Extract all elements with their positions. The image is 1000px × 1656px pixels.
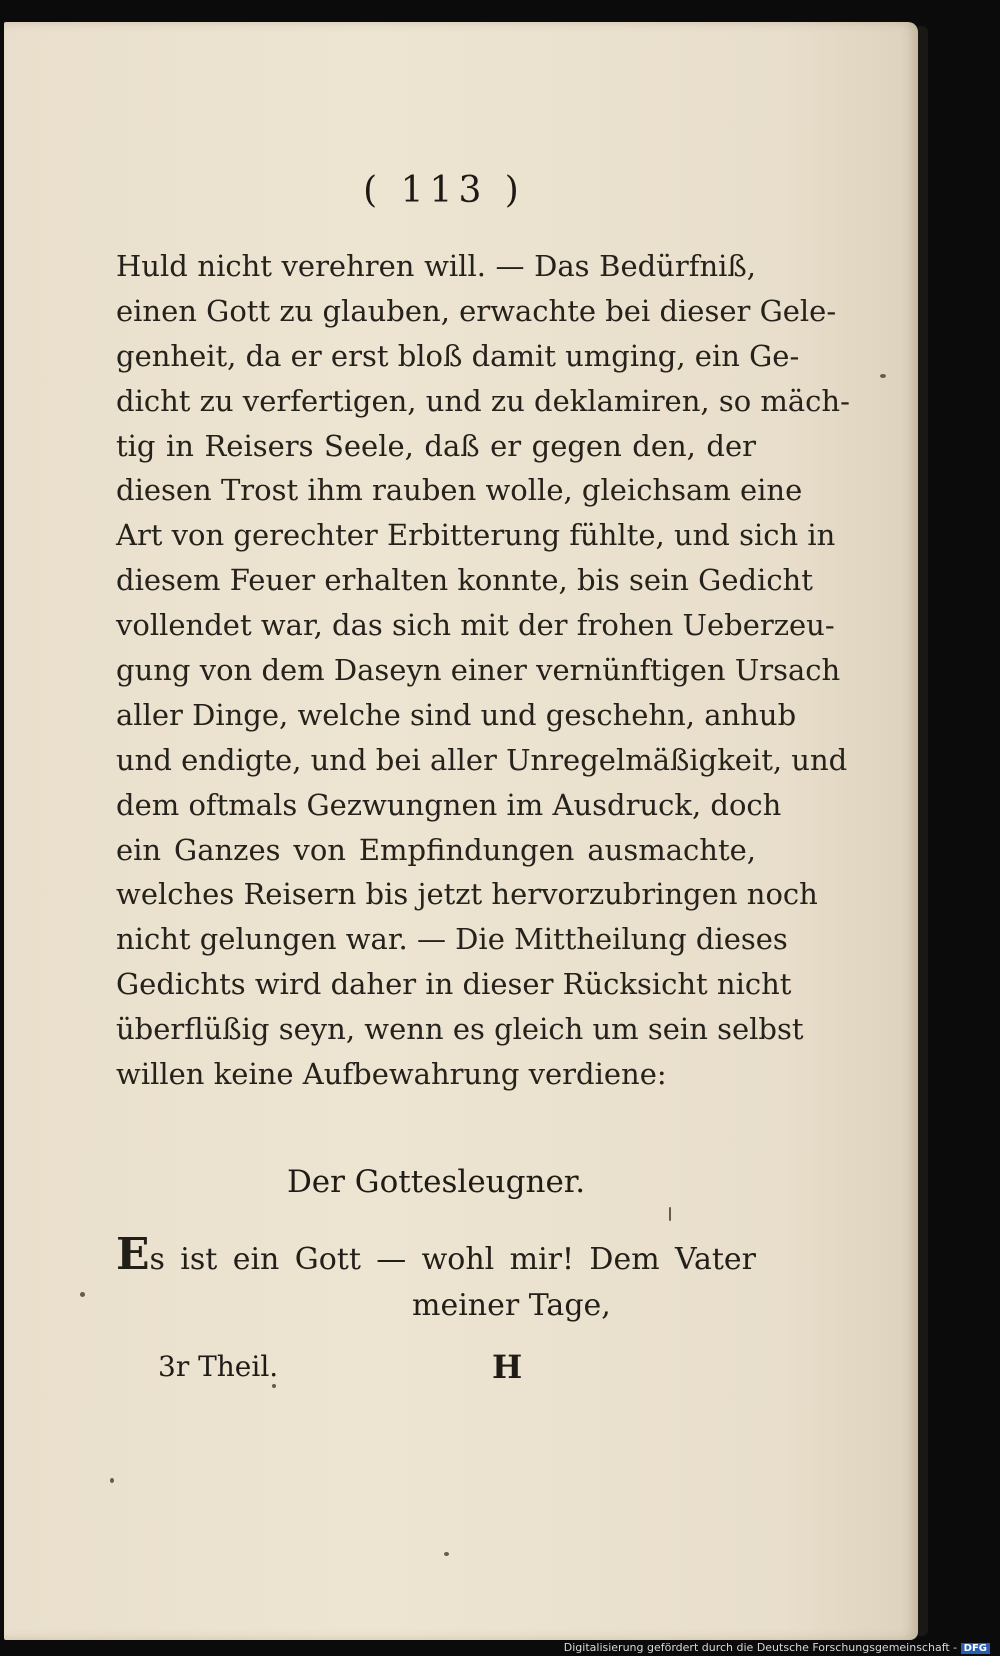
text-line: Huld nicht verehren will. — Das Bedürfniß, [116, 249, 756, 283]
signature-mark: 3r Theil. [158, 1350, 279, 1383]
text-line: genheit, da er erst bloß damit umging, ein Ge- [116, 338, 800, 373]
text-line: gung von dem Daseyn einer vernünftigen Ursach [116, 653, 841, 688]
text-line: Art von gerechter Erbitterung fühlte, und sich in [116, 518, 836, 553]
text-line: tig in Reisers Seele, daß er gegen den, der [116, 428, 756, 463]
dfg-logo: DFG [961, 1643, 990, 1654]
paper-speck [80, 1292, 85, 1297]
poem-line-1 [116, 1229, 756, 1283]
poem-line-2: meiner Tage, [412, 1288, 611, 1323]
poem-line-1-text: s ist ein Gott — wohl mir! Dem Vater [149, 1242, 756, 1277]
credit-text: Digitalisierung gefördert durch die Deutsche Forschungsgemeinschaft - [563, 1641, 958, 1654]
paper-speck [272, 1384, 276, 1388]
text-line: dicht zu verfertigen, und zu deklamiren, so mäch- [116, 383, 850, 418]
text-line: ein Ganzes von Empfindungen ausmachte, [116, 832, 756, 867]
text-line: willen keine Aufbewahrung verdiene: [116, 1057, 667, 1092]
page-number: ( 113 ) [363, 170, 525, 211]
paper-speck [444, 1552, 449, 1556]
text-line: und endigte, und bei aller Unregelmäßigkeit, und [116, 742, 848, 777]
text-line: nicht gelungen war. — Die Mittheilung dieses [116, 922, 788, 957]
text-line: diesen Trost ihm rauben wolle, gleichsam eine [116, 473, 803, 508]
text-line: überflüßig seyn, wenn es gleich um sein selbst [116, 1012, 804, 1047]
drop-cap: E [116, 1229, 150, 1280]
text-line: diesem Feuer erhalten konnte, bis sein Gedicht [116, 563, 813, 598]
body-text [116, 244, 850, 1097]
digitization-credit [564, 1641, 990, 1654]
book-page [4, 22, 918, 1640]
catchword: H [492, 1348, 523, 1386]
poem [116, 1229, 756, 1329]
text-line: welches Reisern bis jetzt hervorzubringen noch [116, 877, 818, 912]
paper-speck [669, 1207, 671, 1221]
poem-title: Der Gottesleugner. [286, 1164, 586, 1200]
text-line: einen Gott zu glauben, erwachte bei dieser Gele- [116, 293, 837, 328]
text-line: aller Dinge, welche sind und geschehn, anhub [116, 697, 797, 732]
paper-speck [880, 374, 886, 378]
paper-speck [110, 1478, 114, 1483]
text-line: vollendet war, das sich mit der frohen Ueberzeu- [116, 608, 835, 643]
text-line: dem oftmals Gezwungnen im Ausdruck, doch [116, 787, 782, 822]
text-line: Gedichts wird daher in dieser Rücksicht nicht [116, 967, 792, 1002]
